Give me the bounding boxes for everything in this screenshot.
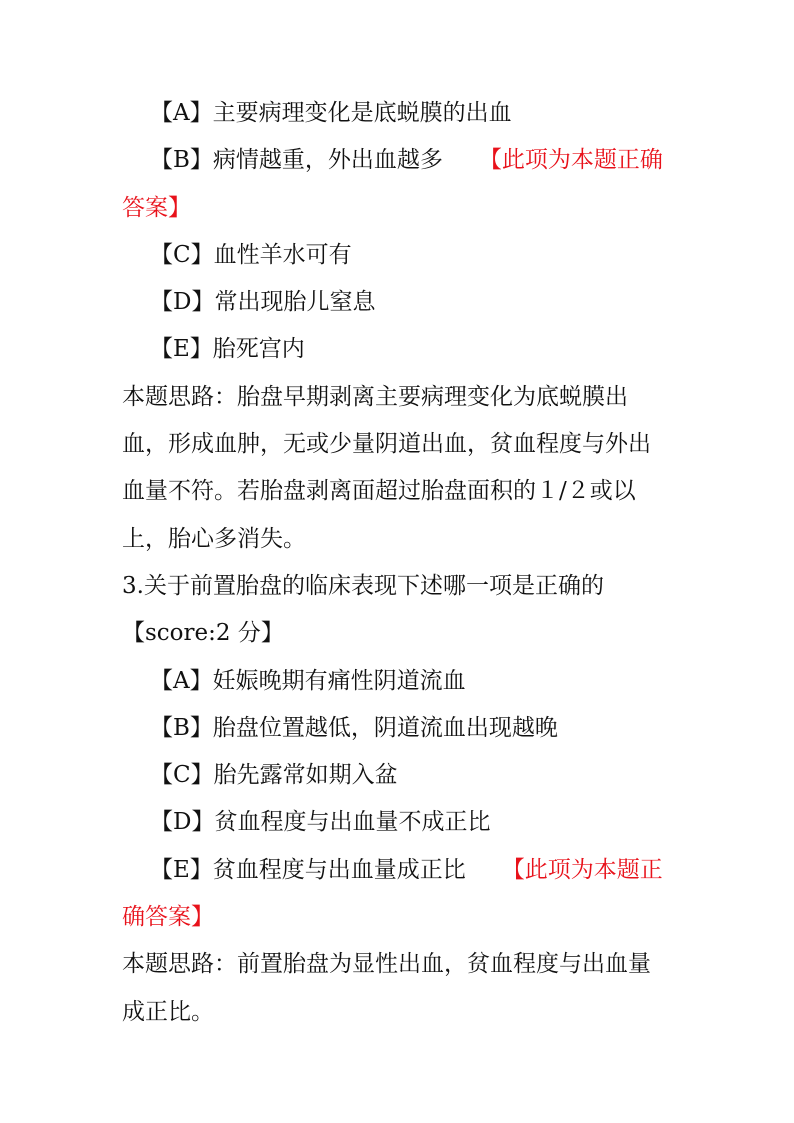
q2-correct-answer-tag-cont: 答案】: [122, 194, 191, 221]
q3-option-b: 【B】胎盘位置越低，阴道流血出现越晚: [150, 714, 558, 741]
q2-option-c: 【C】血性羊水可有: [150, 241, 352, 268]
q3-option-d: 【D】贫血程度与出血量不成正比: [150, 809, 491, 836]
q2-option-b: [122, 137, 684, 184]
q2-option-a: 【A】主要病理变化是底蜕膜的出血: [150, 100, 512, 126]
q3-question: 3.关于前置胎盘的临床表现下述哪一项是正确的: [122, 572, 604, 599]
q2-option-e: 【E】胎死宫内: [150, 336, 305, 363]
q3-explanation-line: 本题思路：前置胎盘为显性出血，贫血程度与出血量: [122, 951, 651, 978]
q3-option-e: [122, 847, 684, 894]
q3-correct-answer-tag: 【此项为本题正: [501, 856, 663, 883]
q2-explanation-line: 血量不符。若胎盘剥离面超过胎盘面积的１/２或以: [122, 478, 636, 505]
q3-score: 【score:2 分】: [122, 620, 284, 647]
q2-option-b-text: 【B】病情越重，外出血越多: [150, 147, 443, 174]
q3-option-e-text: 【E】贫血程度与出血量成正比: [150, 856, 466, 883]
q2-explanation-line: 本题思路：胎盘早期剥离主要病理变化为底蜕膜出: [122, 383, 628, 410]
q2-correct-answer-tag: 【此项为本题正确: [478, 147, 663, 174]
q3-option-c: 【C】胎先露常如期入盆: [150, 762, 398, 789]
q2-explanation-line: 上，胎心多消失。: [122, 525, 306, 552]
q3-explanation-line: 成正比。: [122, 998, 214, 1025]
q3-correct-answer-tag-cont: 确答案】: [122, 904, 214, 931]
q3-option-a: 【A】妊娠晚期有痛性阴道流血: [150, 667, 466, 694]
q2-explanation-line: 血，形成血肿，无或少量阴道出血，贫血程度与外出: [122, 431, 651, 458]
q2-option-d: 【D】常出现胎儿窒息: [150, 289, 376, 316]
